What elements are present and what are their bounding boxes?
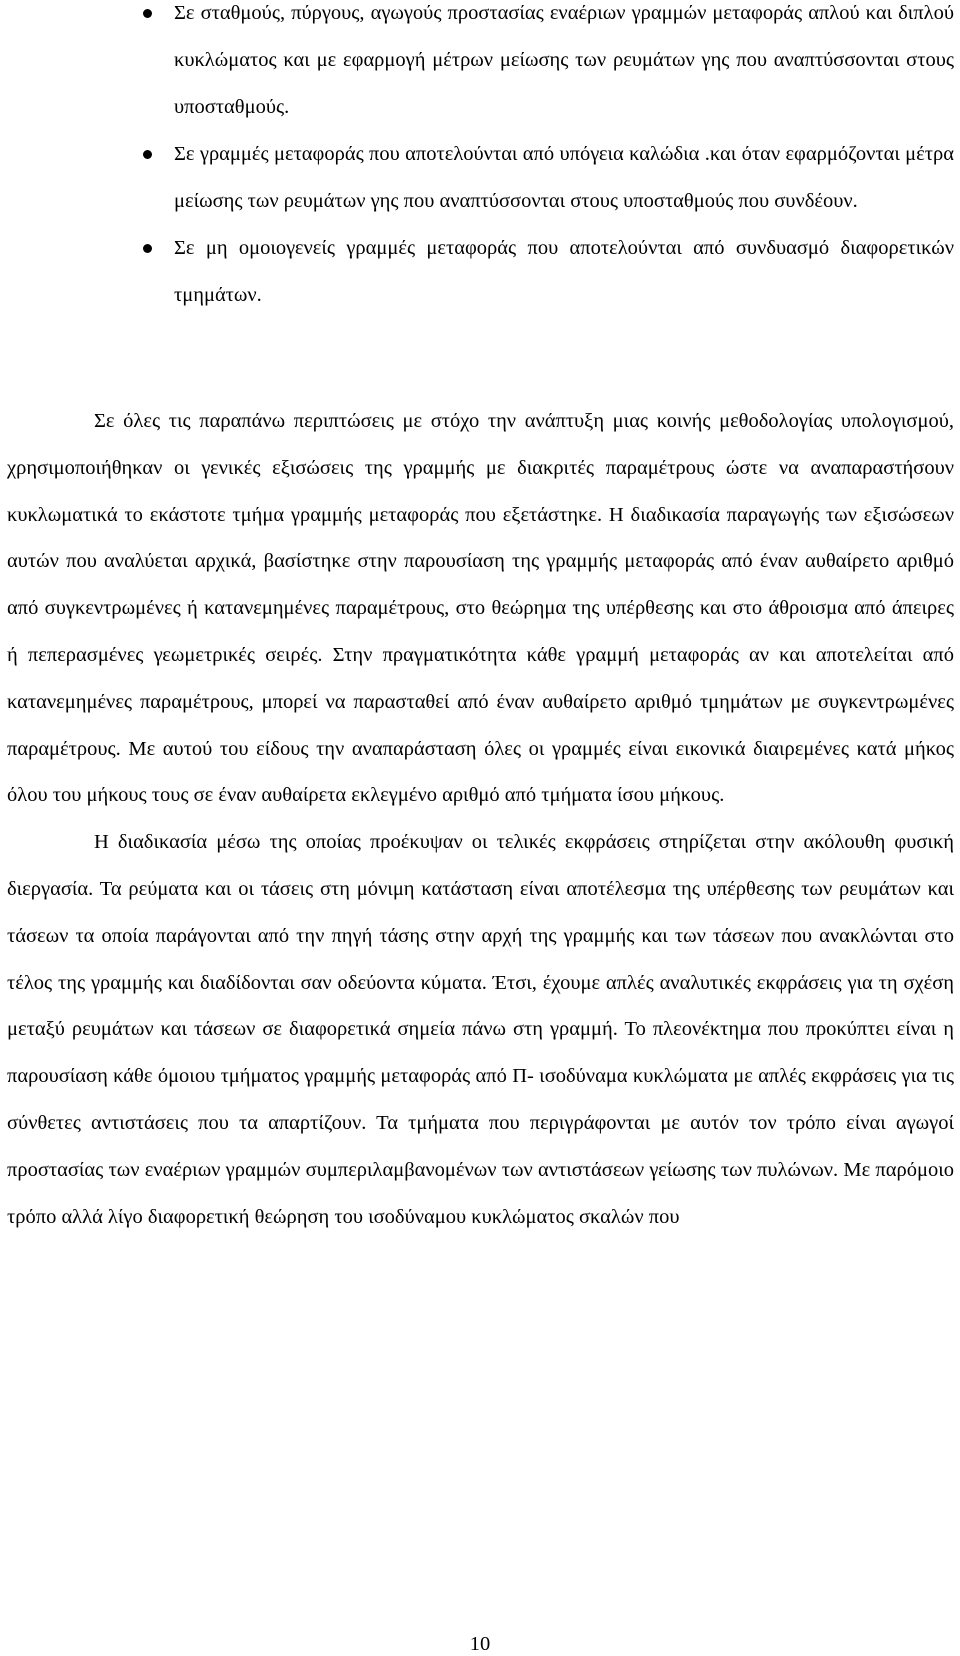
bullet-item-3	[0, 225, 960, 319]
bullet-dot-icon	[143, 150, 152, 159]
bullet-list	[0, 0, 960, 319]
bullet-item-2	[0, 131, 960, 225]
bullet-text-1: Σε σταθμούς, πύργους, αγωγούς προστασίας εναέριων γραμμών μεταφοράς απλού και διπλού κυκλώματος και με εφαρμογή μέτρων μείωσης των ρευμάτων γης που αναπτύσσονται στους υποσταθμούς.	[174, 2, 954, 118]
page-number: 10	[469, 1633, 491, 1655]
body-text	[7, 398, 954, 1240]
bullet-dot-icon	[143, 9, 152, 18]
bullet-text-2: Σε γραμμές μεταφοράς που αποτελούνται από υπόγεια καλώδια .και όταν εφαρμόζονται μέτρα μείωσης των ρευμάτων γης που αναπτύσσονται στους υποσταθμούς που συνδέουν.	[174, 143, 954, 212]
paragraph-2: Η διαδικασία μέσω της οποίας προέκυψαν οι τελικές εκφράσεις στηρίζεται στην ακόλουθη φυσική διεργασία. Τα ρεύματα και οι τάσεις στη μόνιμη κατάσταση είναι αποτέλεσμα της υπέρθεσης των ρευμάτων και τάσεων τα οποία παράγονται από την πηγή τάσης στην αρχή της γραμμής και των τάσεων που ανακλώνται στο τέλος της γραμμής και διαδίδονται σαν οδεύοντα κύματα. Έτσι, έχουμε απλές αναλυτικές εκφράσεις για τη σχέση μεταξύ ρευμάτων και τάσεων σε διαφορετικά σημεία πάνω στη γραμμή. Το πλεονέκτημα που προκύπτει είναι η παρουσίαση κάθε όμοιου τμήματος γραμμής μεταφοράς από Π- ισοδύναμα κυκλώματα με απλές εκφράσεις για τις σύνθετες αντιστάσεις που τα απαρτίζουν. Τα τμήματα που περιγράφονται με αυτόν τον τρόπο είναι αγωγοί προστασίας των εναέριων γραμμών συμπεριλαμβανομένων των αντιστάσεων γείωσης των πυλώνων. Με παρόμοιο τρόπο αλλά λίγο διαφορετική θεώρηση του ισοδύναμου κυκλώματος σκαλών που	[7, 831, 954, 1228]
bullet-dot-icon	[143, 244, 152, 253]
paragraph-1: Σε όλες τις παραπάνω περιπτώσεις με στόχο την ανάπτυξη μιας κοινής μεθοδολογίας υπολογισμού, χρησιμοποιήθηκαν οι γενικές εξισώσεις της γραμμής με διακριτές παραμέτρους ώστε να αναπαραστήσουν κυκλωματικά το εκάστοτε τμήμα γραμμής μεταφοράς που εξετάστηκε. Η διαδικασία παραγωγής των εξισώσεων αυτών που αναλύεται αρχικά, βασίστηκε στην παρουσίαση της γραμμής μεταφοράς από έναν αυθαίρετο αριθμό από συγκεντρωμένες ή κατανεμημένες παραμέτρους, στο θεώρημα της υπέρθεσης και στο άθροισμα από άπειρες ή πεπερασμένες γεωμετρικές σειρές. Στην πραγματικότητα κάθε γραμμή μεταφοράς αν και αποτελείται από κατανεμημένες παραμέτρους, μπορεί να παρασταθεί από έναν αυθαίρετο αριθμό τμημάτων με συγκεντρωμένες παραμέτρους. Με αυτού του είδους την αναπαράσταση όλες οι γραμμές είναι εικονικά διαιρεμένες κατά μήκος όλου του μήκους τους σε έναν αυθαίρετα εκλεγμένο αριθμό από τμήματα ίσου μήκους.	[7, 410, 954, 807]
bullet-text-3: Σε μη ομοιογενείς γραμμές μεταφοράς που αποτελούνται από συνδυασμό διαφορετικών τμημάτων.	[174, 237, 954, 306]
bullet-item-1	[0, 0, 960, 131]
